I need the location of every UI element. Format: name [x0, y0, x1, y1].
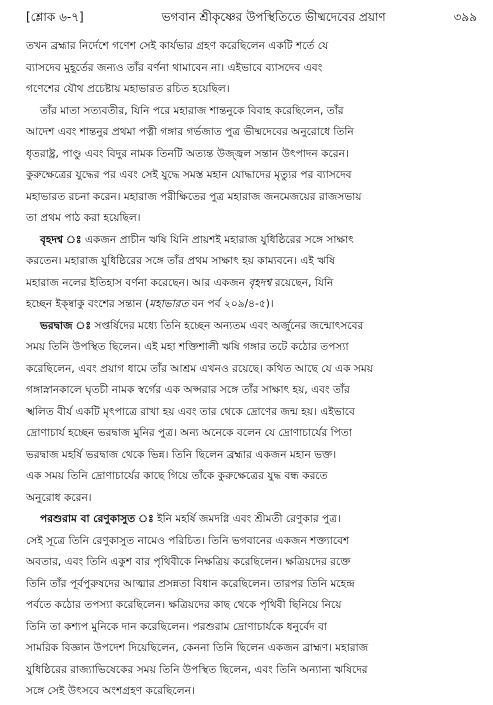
- text-line: গঙ্গাস্নানকালে ঘৃতচী নামক স্বর্গের এক অপ্সরার সঙ্গে তাঁর সাক্ষাৎ হয়, এবং তাঁর: [26, 384, 350, 396]
- text-span: হচ্ছেন ইক্ষ্বাকু বংশের সন্তান (: [26, 298, 150, 310]
- paragraph-2: [26, 101, 477, 230]
- text-line: তা প্রথম পাঠ করা হয়েছিল।: [26, 212, 141, 224]
- text-line: স্খলিত বীর্য একটি মৃৎপাত্রে রাখা হয় এবং তার থেকে দ্রোণের জন্ম হয়। এইভাবে: [26, 405, 355, 418]
- text-span: একজন প্রাচীন ঋষি যিনি প্রায়শই মহারাজ যুধিষ্ঠিরের সঙ্গে সাক্ষাৎ: [81, 233, 354, 246]
- text-line: সেই সূত্রে তিনি রেণুকাসুত নামেও পরিচিত। তিনি ভগবানের একজন শক্ত্যাবেশ: [26, 534, 350, 547]
- glossary-term: বৃহদশ্ব ঃ: [40, 233, 82, 246]
- text-line: [26, 316, 477, 338]
- text-line: গণেশের যৌথ প্রচেষ্টায় মহাভারত রচিত হয়েছিল।: [26, 83, 230, 95]
- text-span: বন পর্ব ২০৯/৪-৫)।: [188, 298, 274, 310]
- text-line: দ্রোণাচার্য হচ্ছেন ভরদ্বাজ মুনির পুত্র। অন্য অনেকে বলেন যে দ্রোণাচার্যের পিতা: [26, 427, 352, 439]
- glossary-term: পরশুরাম বা রেণুকাসুত ঃ: [40, 513, 154, 525]
- text-line: মহাভারত রচনা করেন। মহারাজ পরীক্ষিতের পুত্র মহারাজ জনমেজয়ের রাজসভায়: [26, 190, 362, 203]
- paragraph-parashurama: [26, 509, 477, 703]
- text-line: তাঁর মাতা সত্যবতীর, যিনি পরে মহারাজ শান্তনুকে বিবাহ করেছিলেন, তাঁর: [40, 104, 344, 117]
- paragraph-bharadvaja: [26, 316, 477, 510]
- paragraph-brihadashva: [26, 230, 477, 316]
- text-line: যুধিষ্ঠিরের রাজ্যাভিষেকের সময় তিনি উপস্থিত ছিলেন, এবং তিনি অন্যান্য ঋষিদের: [26, 663, 368, 676]
- verse-reference: [শ্লোক ৬-৭]: [26, 10, 84, 24]
- text-line: করতেন। মহারাজ যুধিষ্ঠিরের সঙ্গে তাঁর প্রথম সাক্ষাৎ হয় কাম্যবনে। এই ঋষি: [26, 255, 335, 267]
- text-line: সময় তিনি উপস্থিত ছিলেন। এই মহা শক্তিশালী ঋষি গঙ্গার তটে কঠোর তপস্যা: [26, 341, 349, 353]
- text-line: [26, 294, 477, 316]
- page-number: ৩৯৯: [453, 10, 477, 24]
- text-span: মহারাজ নলের ইতিহাস বর্ণনা করেছেন। আর একজন: [26, 276, 249, 289]
- text-line: অবতার, এবং তিনি একুশ বার পৃথিবীকে নিক্ষত্রিয় করেছিলেন। ক্ষত্রিয়দের রক্তে: [26, 556, 351, 568]
- text-line: ভরদ্বাজ মহর্ষি ভরদ্বাজ থেকে ভিন্ন। তিনি ছিলেন ব্রহ্মার একজন মহান ভক্ত।: [26, 448, 337, 461]
- text-line: আদেশ এবং শান্তনুর প্রথমা পত্নী গঙ্গার গর্ভজাত পুত্র ভীষ্মদেবের অনুরোধে তিনি: [26, 126, 354, 138]
- text-line: করেছিলেন, এবং প্রয়াগ ধামে তাঁর আশ্রম এখনও রয়েছে। কথিত আছে যে এক সময়: [26, 362, 374, 375]
- text-line: [26, 273, 477, 295]
- text-line: অনুরোধ করেন।: [26, 491, 92, 504]
- text-line: এক সময় তিনি দ্রোণাচার্যের কাছে গিয়ে তাঁকে কুরুক্ষেত্রের যুদ্ধ বন্ধ করতে: [26, 470, 328, 482]
- italic-term: মহাভারত: [149, 298, 189, 310]
- text-line: তিনি তা কশ্যপ মুনিকে দান করেছিলেন। পরশুরাম দ্রোণাচার্যকে ধনুর্বেদ বা: [26, 620, 327, 633]
- text-line: [26, 230, 477, 252]
- text-line: সঙ্গে সেই উৎসবে অংশগ্রহণ করেছিলেন।: [26, 685, 195, 697]
- text-line: তখন ব্রহ্মার নির্দেশে গণেশ সেই কার্যভার গ্রহণ করেছিলেন একটি শর্তে যে: [26, 40, 329, 52]
- running-title: ভগবান শ্রীকৃষ্ণের উপস্থিতিতে ভীষ্মদেবের প্রয়াণ: [161, 10, 386, 24]
- text-line: ব্যাসদেব মুহূর্তের জন্যও তাঁর বর্ণনা থামাবেন না। এইভাবে ব্যাসদেব এবং: [26, 61, 323, 74]
- text-span: রয়েছেন, যিনি: [271, 276, 334, 289]
- text-line: তিনি তাঁর পূর্বপুরুষদের আত্মার প্রসন্নতা বিধান করেছিলেন। তারপর তিনি মহেন্দ্র: [26, 577, 355, 590]
- page-header: [26, 8, 477, 26]
- text-line: কুরুক্ষেত্রের যুদ্ধের পর এবং সেই যুদ্ধে সমস্ত মহান যোদ্ধাদের মৃত্যুর পর ব্যাসদেব: [26, 169, 352, 181]
- italic-term: বৃহদশ্ব: [248, 276, 272, 289]
- text-span: ইনি মহর্ষি জমদগ্নি এবং শ্রীমতী রেণুকার পুত্র।: [153, 513, 341, 525]
- text-line: পর্বতে কঠোর তপস্যা করেছিলেন। ক্ষত্রিয়দের কাছ থেকে পৃথিবী ছিনিয়ে নিয়ে: [26, 599, 342, 611]
- text-span: সপ্তর্ষিদের মধ্যে তিনি হচ্ছেন অন্যতম এবং অর্জুনের জন্মোৎসবের: [91, 319, 364, 332]
- text-line: [26, 509, 477, 531]
- text-line: ধৃতরাষ্ট্র, পাণ্ডু এবং বিদুর নামক তিনটি অত্যন্ত উজ্জ্বল সন্তান উৎপাদন করেন।: [26, 147, 349, 160]
- paragraph-1: [26, 36, 477, 101]
- glossary-term: ভরদ্বাজ ঃ: [40, 319, 92, 332]
- text-line: সামরিক বিজ্ঞান উপদেশ দিয়েছিলেন, কেননা তিনি ছিলেন একজন ব্রাহ্মণ। মহারাজ: [26, 642, 369, 654]
